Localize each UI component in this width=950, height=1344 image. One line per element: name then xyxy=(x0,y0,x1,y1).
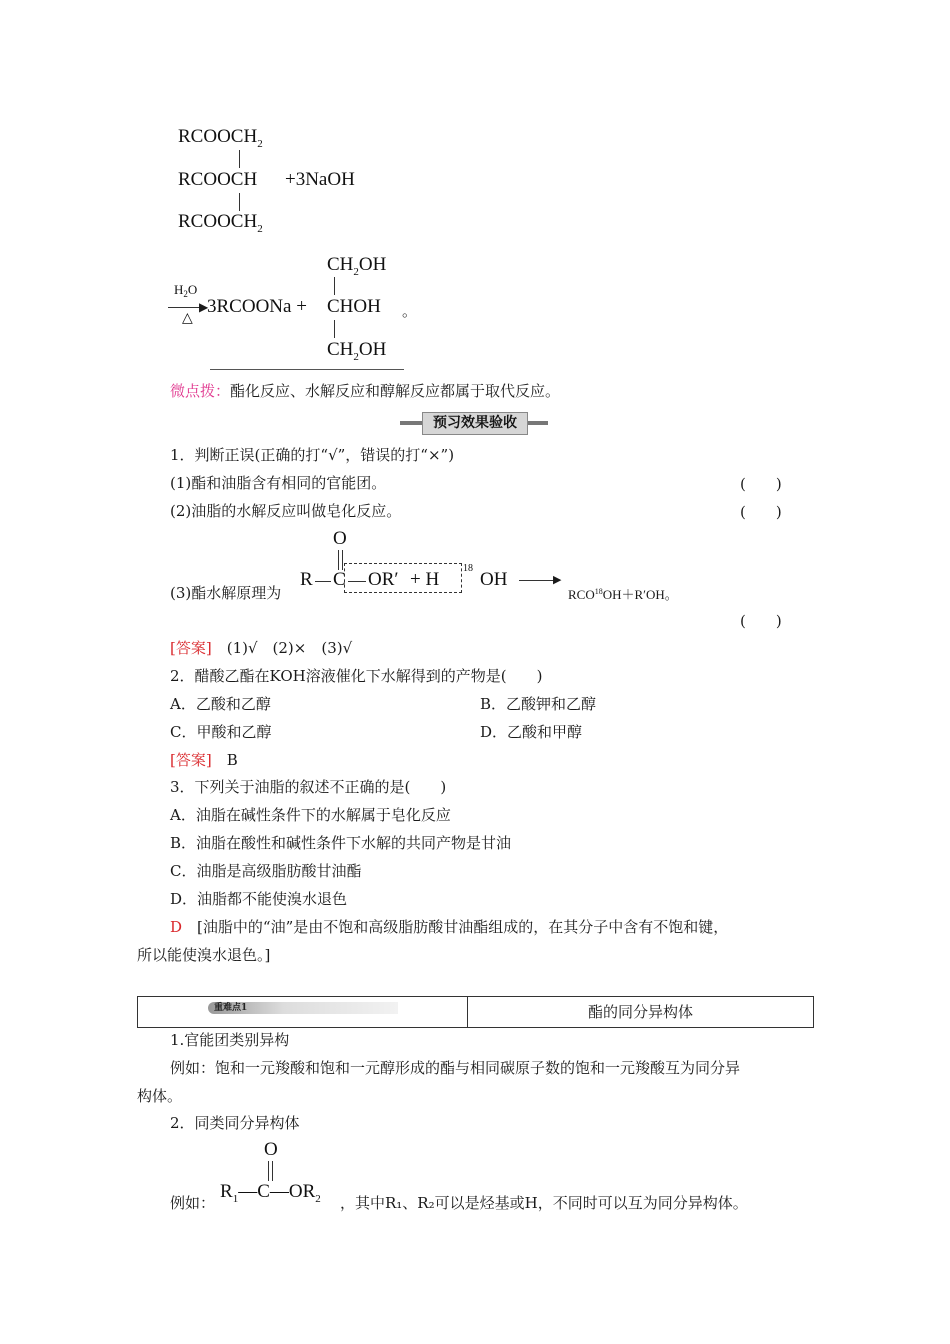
ester-general-formula: $R_1—C—OR_2$ xyxy=(220,1181,321,1205)
r-group: R xyxy=(300,569,313,590)
q3-option-d: D．油脂都不能使溴水退色 xyxy=(170,890,348,908)
hydrolysis-product: $RCO^{18}OH+R'OH$。 xyxy=(568,587,678,602)
double-bond xyxy=(342,550,343,570)
tip-text: 酯化反应、水解反应和醇解反应都属于取代反应。 xyxy=(230,382,561,400)
product-soap: 3RCOONa + xyxy=(207,296,307,317)
q2-option-d: D．乙酸和甲醇 xyxy=(480,723,583,741)
paragraph-2-suffix: ，其中R₁、R₂可以是烃基或H，不同时可以互为同分异构体。 xyxy=(340,1194,748,1212)
reagent-naoh: +3NaOH xyxy=(285,169,355,190)
answer-label: [答案] xyxy=(170,751,212,769)
double-bond xyxy=(272,1161,273,1181)
q3-option-c: C．油脂是高级脂肪酸甘油酯 xyxy=(170,862,362,880)
answer-blank: ( ) xyxy=(740,503,782,521)
heading-2: 2．同类同分异构体 xyxy=(170,1114,300,1132)
paragraph-2-prefix: 例如： xyxy=(170,1194,216,1212)
q1-item-2: (2)油脂的水解反应叫做皂化反应。 xyxy=(170,502,402,520)
q1-item-3: (3)酯水解原理为 xyxy=(170,584,282,602)
ester-oxygen: O xyxy=(264,1139,278,1160)
arrow-head: ▶ xyxy=(199,300,209,314)
section-banner xyxy=(400,410,548,436)
glycerol-bottom: $CH_2OH$ xyxy=(327,339,387,363)
q3-explanation-2: 所以能使溴水退色。] xyxy=(137,946,271,964)
reaction-arrow xyxy=(519,580,557,581)
ester-row-mid: RCOOCH xyxy=(178,169,258,190)
arrow-head: ▶ xyxy=(553,573,562,586)
ester-row-top: $RCOOCH_2$ xyxy=(178,126,263,150)
double-bond xyxy=(268,1161,269,1181)
condition-water: $H_2O$ xyxy=(174,282,198,299)
end-mark: 。 xyxy=(402,304,418,320)
section-tag: 重难点1 xyxy=(208,1002,398,1014)
carbonyl-oxygen: O xyxy=(333,528,347,549)
double-bond xyxy=(338,550,339,570)
q2-stem: 2．醋酸乙酯在KOH溶液催化下水解得到的产物是( ) xyxy=(170,667,543,685)
hydroxyl: OH xyxy=(480,569,508,590)
bond-line xyxy=(334,320,335,338)
isotope-label: 18 xyxy=(463,563,473,574)
tip-label: 微点拨： xyxy=(170,382,231,400)
condition-heat: △ xyxy=(182,311,193,326)
carbon-atom: C xyxy=(333,569,346,590)
q1-answer: [答案] (1)√ (2)× (3)√ xyxy=(170,639,353,657)
or-prime: OR′ xyxy=(368,569,399,590)
answer-label: [答案] xyxy=(170,639,212,657)
tip-line xyxy=(170,381,560,401)
plus-h: + H xyxy=(410,569,440,590)
q2-option-c: C．甲酸和乙醇 xyxy=(170,723,272,741)
glycerol-top: $CH_2OH$ xyxy=(327,254,387,278)
answer-blank: ( ) xyxy=(740,612,782,630)
section-header-table xyxy=(137,996,814,1028)
section-title: 酯的同分异构体 xyxy=(587,1003,693,1021)
glycerol-mid: CHOH xyxy=(327,296,381,317)
q3-stem: 3．下列关于油脂的叙述不正确的是( ) xyxy=(170,778,447,796)
q2-answer: [答案] B xyxy=(170,751,238,769)
paragraph-1a: 例如：饱和一元羧酸和饱和一元醇形成的酯与相同碳原子数的饱和一元羧酸互为同分异 xyxy=(170,1059,741,1077)
q1-stem: 1．判断正误(正确的打“√”，错误的打“×”) xyxy=(170,446,455,464)
cleavage-box xyxy=(344,563,462,593)
ester-row-bottom: $RCOOCH_2$ xyxy=(178,211,263,235)
q3-explanation-1: D [油脂中的“油”是由不饱和高级脂肪酸甘油酯组成的，在其分子中含有不饱和键， xyxy=(170,918,729,936)
q1-item-1: (1)酯和油脂含有相同的官能团。 xyxy=(170,474,387,492)
heading-1: 1.官能团类别异构 xyxy=(170,1031,290,1049)
q2-option-a: A．乙酸和乙醇 xyxy=(170,695,271,713)
banner-title: 预习效果验收 xyxy=(422,412,528,435)
bond-line xyxy=(334,277,335,295)
paragraph-1b: 构体。 xyxy=(137,1087,183,1105)
answer-blank: ( ) xyxy=(740,475,782,493)
bond-line xyxy=(315,581,331,582)
q3-option-a: A．油脂在碱性条件下的水解属于皂化反应 xyxy=(170,806,451,824)
divider-line xyxy=(210,369,404,370)
q2-option-b: B．乙酸钾和乙醇 xyxy=(480,695,597,713)
bond-line xyxy=(239,193,240,211)
bond-line xyxy=(239,150,240,168)
q3-option-b: B．油脂在酸性和碱性条件下水解的共同产物是甘油 xyxy=(170,834,512,852)
answer-letter: D xyxy=(170,918,183,936)
